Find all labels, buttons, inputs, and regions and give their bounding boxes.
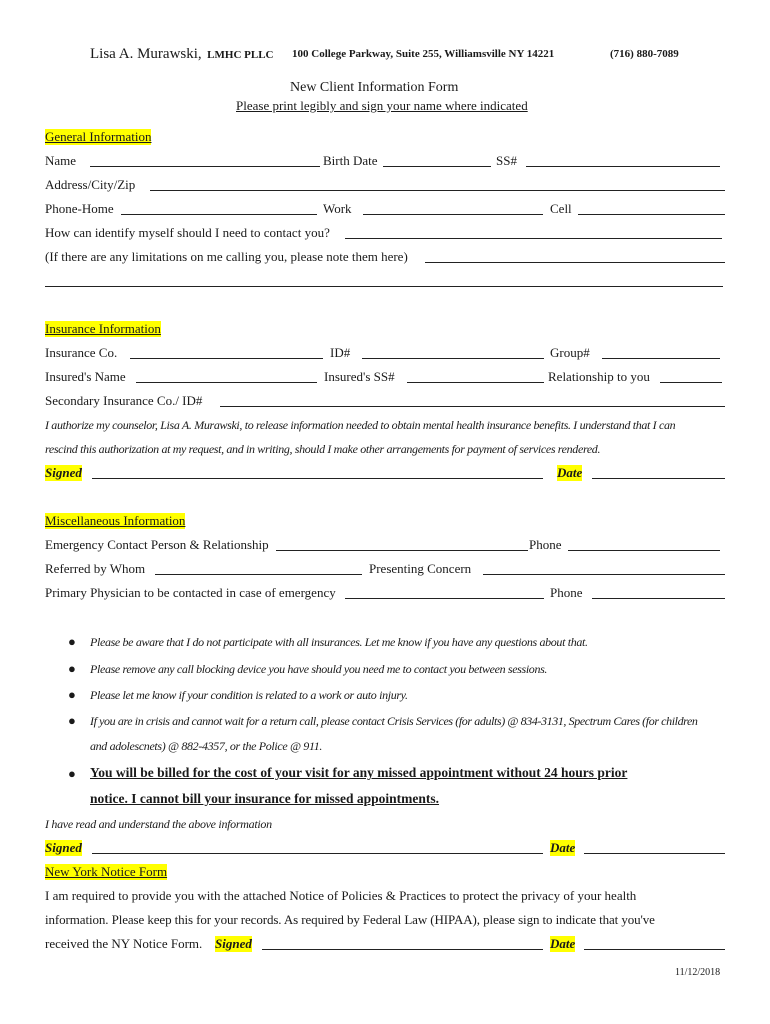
ssn-field[interactable]: [526, 166, 720, 167]
bullet-text-injury: Please let me know if your condition is related to a work or auto injury.: [90, 688, 408, 702]
letterhead: [90, 46, 273, 63]
address-field[interactable]: [150, 190, 725, 191]
bullet-text-insurances: Please be aware that I do not participate with all insurances. Let me know if you have any questions about that.: [90, 635, 588, 649]
practitioner-name: Lisa A. Murawski,: [90, 46, 202, 62]
emergency-phone-label: Phone: [529, 537, 562, 552]
ny-notice-date-label: Date: [550, 936, 576, 951]
referred-field[interactable]: [155, 574, 362, 575]
acknowledge-text: I have read and understand the above information: [45, 817, 272, 831]
insurance-id-label: ID#: [330, 345, 351, 360]
secondary-insurance-label: Secondary Insurance Co./ ID#: [45, 393, 203, 408]
ny-notice-signed-label: Signed: [215, 936, 252, 951]
acknowledge-date-field[interactable]: [584, 853, 725, 854]
name-field[interactable]: [90, 166, 320, 167]
ny-notice-text-2: information. Please keep this for your records. As required by Federal Law (HIPAA), please sign to indicate that you've: [45, 912, 655, 927]
birth-date-field[interactable]: [383, 166, 491, 167]
physician-label: Primary Physician to be contacted in case of emergency: [45, 585, 336, 600]
insurance-id-field[interactable]: [362, 358, 544, 359]
insurance-co-label: Insurance Co.: [45, 345, 118, 360]
physician-phone-field[interactable]: [592, 598, 725, 599]
bullet-text-call-blocking: Please remove any call blocking device you have should you need me to contact you between sessions.: [90, 662, 548, 676]
form-subtitle: Please print legibly and sign your name where indicated: [236, 98, 528, 113]
ssn-label: SS#: [496, 153, 517, 168]
cell-label: Cell: [550, 201, 572, 216]
group-label: Group#: [550, 345, 590, 360]
ny-notice-text-1: I am required to provide you with the attached Notice of Policies & Practices to protect the privacy of your health: [45, 888, 637, 903]
billing-notice-2: notice. I cannot bill your insurance for missed appointments.: [90, 791, 440, 806]
ny-notice-date-field[interactable]: [584, 949, 725, 950]
insurance-co-field[interactable]: [130, 358, 323, 359]
insured-ssn-label: Insured's SS#: [324, 369, 395, 384]
relationship-field[interactable]: [660, 382, 722, 383]
insurance-date-field[interactable]: [592, 478, 725, 479]
general-heading: General Information: [45, 129, 152, 144]
relationship-label: Relationship to you: [548, 369, 650, 384]
birth-date-label: Birth Date: [323, 153, 378, 168]
limitations-field-extra[interactable]: [45, 286, 723, 287]
acknowledge-signed-label: Signed: [45, 840, 82, 855]
ny-notice-heading: New York Notice Form: [45, 864, 168, 879]
presenting-concern-label: Presenting Concern: [369, 561, 472, 576]
acknowledge-date-label: Date: [550, 840, 576, 855]
acknowledge-signature-field[interactable]: [92, 853, 543, 854]
emergency-contact-field[interactable]: [276, 550, 528, 551]
physician-phone-label: Phone: [550, 585, 583, 600]
form-title: New Client Information Form: [290, 80, 459, 95]
insured-name-field[interactable]: [136, 382, 317, 383]
bullet-icon: ●: [68, 661, 76, 676]
insured-name-label: Insured's Name: [45, 369, 126, 384]
insurance-heading: Insurance Information: [45, 321, 161, 336]
ny-notice-text-3: received the NY Notice Form.: [45, 936, 203, 951]
billing-notice-1: You will be billed for the cost of your visit for any missed appointment without 24 hours prior: [90, 765, 628, 780]
emergency-contact-label: Emergency Contact Person & Relationship: [45, 537, 269, 552]
name-label: Name: [45, 153, 77, 168]
phone-home-label: Phone-Home: [45, 201, 114, 216]
misc-heading: Miscellaneous Information: [45, 513, 186, 528]
referred-label: Referred by Whom: [45, 561, 146, 576]
authorization-text-1: I authorize my counselor, Lisa A. Murawski, to release information needed to obtain mental health insurance benefits. I understand that I can: [45, 418, 676, 432]
identify-field[interactable]: [345, 238, 722, 239]
secondary-insurance-field[interactable]: [220, 406, 725, 407]
bullet-text-crisis: If you are in crisis and cannot wait for a return call, please contact Crisis Services (for adults) @ 834-3131, Spectrum Cares (for children: [90, 714, 698, 728]
bullet-icon: ●: [68, 713, 76, 728]
address-label: Address/City/Zip: [45, 177, 136, 192]
cell-field[interactable]: [578, 214, 725, 215]
bullet-icon: ●: [68, 766, 76, 781]
work-label: Work: [323, 201, 352, 216]
practice-phone: (716) 880-7089: [610, 48, 679, 60]
authorization-text-2: rescind this authorization at my request, and in writing, should I make other arrangements for payment of services rendered.: [45, 442, 601, 456]
insured-ssn-field[interactable]: [407, 382, 544, 383]
bullet-icon: ●: [68, 634, 76, 649]
phone-home-field[interactable]: [121, 214, 317, 215]
footer-date: 11/12/2018: [675, 967, 721, 978]
limitations-field[interactable]: [425, 262, 725, 263]
credential: LMHC PLLC: [207, 49, 274, 61]
presenting-concern-field[interactable]: [483, 574, 725, 575]
work-field[interactable]: [363, 214, 543, 215]
physician-field[interactable]: [345, 598, 544, 599]
insurance-date-label: Date: [557, 465, 583, 480]
practice-address: 100 College Parkway, Suite 255, Williamsville NY 14221: [292, 48, 555, 60]
emergency-phone-field[interactable]: [568, 550, 720, 551]
group-field[interactable]: [602, 358, 720, 359]
insurance-signed-label: Signed: [45, 465, 82, 480]
limitations-label: (If there are any limitations on me calling you, please note them here): [45, 249, 408, 264]
bullet-text-crisis-cont: and adolescnets) @ 882-4357, or the Police @ 911.: [90, 739, 322, 753]
ny-notice-signature-field[interactable]: [262, 949, 543, 950]
identify-label: How can identify myself should I need to contact you?: [45, 225, 330, 240]
bullet-icon: ●: [68, 687, 76, 702]
insurance-signature-field[interactable]: [92, 478, 543, 479]
